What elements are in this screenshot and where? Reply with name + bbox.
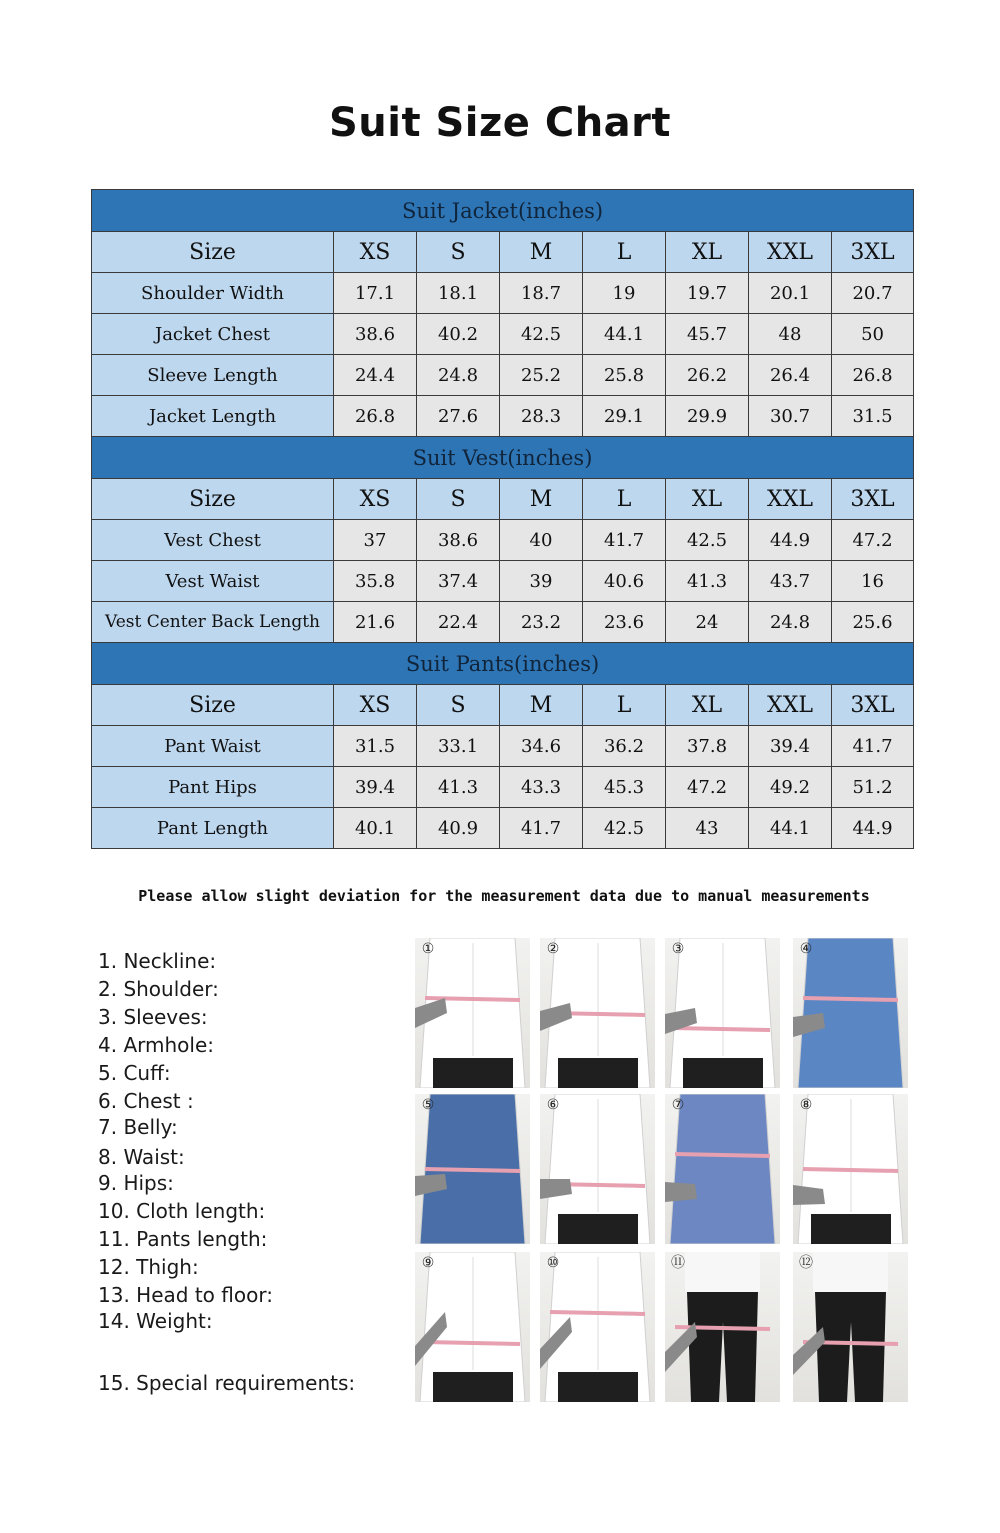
table-cell: 44.9 xyxy=(749,520,832,561)
table-cell: 31.5 xyxy=(334,726,417,767)
table-cell: 44.1 xyxy=(583,314,666,355)
table-cell: 48 xyxy=(749,314,832,355)
table-cell: 35.8 xyxy=(334,561,417,602)
row-label: Vest Center Back Length xyxy=(92,602,334,643)
measurement-photo xyxy=(665,1252,780,1402)
table-cell: 40.6 xyxy=(583,561,666,602)
section-row xyxy=(92,190,914,232)
person-figure-icon xyxy=(415,938,530,1088)
size-header-row xyxy=(92,479,914,520)
measurement-note: Please allow slight deviation for the measurement data due to manual measurements xyxy=(138,887,870,905)
table-cell: 40.9 xyxy=(417,808,500,849)
size-header-cell: XS xyxy=(334,685,417,726)
table-cell: 20.1 xyxy=(749,273,832,314)
person-figure-icon xyxy=(540,1252,655,1402)
photo-number-badge: ⑩ xyxy=(546,1255,560,1271)
table-cell: 18.1 xyxy=(417,273,500,314)
table-cell: 41.3 xyxy=(666,561,749,602)
person-figure-icon xyxy=(665,938,780,1088)
page-title: Suit Size Chart xyxy=(328,100,672,146)
measurement-photo xyxy=(415,938,530,1088)
size-header-label: Size xyxy=(92,479,334,520)
table-cell: 43.3 xyxy=(500,767,583,808)
photo-number-badge: ④ xyxy=(799,941,813,957)
size-header-label: Size xyxy=(92,232,334,273)
photo-number-badge: ② xyxy=(546,941,560,957)
photo-number-badge: ⑧ xyxy=(799,1097,813,1113)
size-header-cell: XS xyxy=(334,479,417,520)
photo-number-badge: ⑦ xyxy=(671,1097,685,1113)
measurement-step: 1. Neckline: xyxy=(98,949,217,973)
table-cell: 44.1 xyxy=(749,808,832,849)
table-cell: 27.6 xyxy=(417,396,500,437)
measurement-photo xyxy=(793,1252,908,1402)
section-row xyxy=(92,437,914,479)
table-cell: 37.8 xyxy=(666,726,749,767)
table-cell: 30.7 xyxy=(749,396,832,437)
person-figure-icon xyxy=(540,1094,655,1244)
measurement-step: 3. Sleeves: xyxy=(98,1005,208,1029)
table-cell: 51.2 xyxy=(832,767,914,808)
table-cell: 26.8 xyxy=(334,396,417,437)
size-header-cell: L xyxy=(583,479,666,520)
photo-number-badge: ⑨ xyxy=(421,1255,435,1271)
size-header-cell: 3XL xyxy=(832,232,914,273)
size-header-cell: XL xyxy=(666,685,749,726)
measurement-step: 8. Waist: xyxy=(98,1145,185,1169)
measurement-step: 9. Hips: xyxy=(98,1171,174,1195)
table-cell: 24.8 xyxy=(417,355,500,396)
size-header-cell: S xyxy=(417,685,500,726)
table-cell: 50 xyxy=(832,314,914,355)
size-header-row xyxy=(92,685,914,726)
size-header-row xyxy=(92,232,914,273)
table-cell: 39 xyxy=(500,561,583,602)
row-label: Pant Waist xyxy=(92,726,334,767)
photo-number-badge: ⑫ xyxy=(799,1255,813,1271)
table-cell: 17.1 xyxy=(334,273,417,314)
table-cell: 20.7 xyxy=(832,273,914,314)
table-cell: 47.2 xyxy=(832,520,914,561)
table-cell: 34.6 xyxy=(500,726,583,767)
table-row xyxy=(92,561,914,602)
table-row xyxy=(92,314,914,355)
measurement-step: 2. Shoulder: xyxy=(98,977,219,1001)
measurement-step: 4. Armhole: xyxy=(98,1033,214,1057)
table-cell: 23.2 xyxy=(500,602,583,643)
table-cell: 18.7 xyxy=(500,273,583,314)
table-cell: 40.2 xyxy=(417,314,500,355)
row-label: Pant Length xyxy=(92,808,334,849)
size-chart-table xyxy=(91,189,914,849)
table-cell: 26.4 xyxy=(749,355,832,396)
measurement-photo xyxy=(665,1094,780,1244)
size-header-cell: XL xyxy=(666,479,749,520)
table-cell: 44.9 xyxy=(832,808,914,849)
size-header-cell: S xyxy=(417,479,500,520)
table-cell: 38.6 xyxy=(417,520,500,561)
row-label: Jacket Chest xyxy=(92,314,334,355)
table-cell: 36.2 xyxy=(583,726,666,767)
table-cell: 41.3 xyxy=(417,767,500,808)
table-cell: 43 xyxy=(666,808,749,849)
row-label: Vest Chest xyxy=(92,520,334,561)
measurement-photo xyxy=(793,938,908,1088)
measurement-step: 6. Chest : xyxy=(98,1089,194,1113)
table-cell: 26.8 xyxy=(832,355,914,396)
person-figure-icon xyxy=(793,1252,908,1402)
person-figure-icon xyxy=(665,1252,780,1402)
table-cell: 37.4 xyxy=(417,561,500,602)
row-label: Vest Waist xyxy=(92,561,334,602)
table-cell: 28.3 xyxy=(500,396,583,437)
photo-number-badge: ⑤ xyxy=(421,1097,435,1113)
measurement-photo xyxy=(540,1252,655,1402)
measurement-photo xyxy=(665,938,780,1088)
size-header-cell: 3XL xyxy=(832,479,914,520)
table-cell: 16 xyxy=(832,561,914,602)
table-cell: 41.7 xyxy=(500,808,583,849)
table-cell: 23.6 xyxy=(583,602,666,643)
size-header-cell: M xyxy=(500,685,583,726)
table-cell: 40.1 xyxy=(334,808,417,849)
table-cell: 49.2 xyxy=(749,767,832,808)
table-cell: 42.5 xyxy=(583,808,666,849)
table-cell: 45.7 xyxy=(666,314,749,355)
section-title: Suit Vest(inches) xyxy=(92,437,914,479)
row-label: Jacket Length xyxy=(92,396,334,437)
person-figure-icon xyxy=(793,938,908,1088)
measurement-photo xyxy=(540,1094,655,1244)
table-cell: 41.7 xyxy=(832,726,914,767)
table-cell: 31.5 xyxy=(832,396,914,437)
section-title: Suit Pants(inches) xyxy=(92,643,914,685)
measurement-step: 11. Pants length: xyxy=(98,1227,268,1251)
measurement-photo xyxy=(415,1252,530,1402)
section-row xyxy=(92,643,914,685)
table-cell: 39.4 xyxy=(749,726,832,767)
table-row xyxy=(92,767,914,808)
measurement-step: 14. Weight: xyxy=(98,1309,213,1333)
measurement-step: 5. Cuff: xyxy=(98,1061,171,1085)
measurement-step: 15. Special requirements: xyxy=(98,1371,356,1395)
table-row xyxy=(92,396,914,437)
table-cell: 39.4 xyxy=(334,767,417,808)
size-header-cell: XXL xyxy=(749,685,832,726)
size-header-cell: M xyxy=(500,479,583,520)
table-cell: 37 xyxy=(334,520,417,561)
measurement-step: 10. Cloth length: xyxy=(98,1199,266,1223)
table-cell: 26.2 xyxy=(666,355,749,396)
size-header-cell: XL xyxy=(666,232,749,273)
table-cell: 33.1 xyxy=(417,726,500,767)
table-row xyxy=(92,273,914,314)
table-row xyxy=(92,808,914,849)
table-cell: 38.6 xyxy=(334,314,417,355)
table-cell: 19 xyxy=(583,273,666,314)
table-cell: 25.2 xyxy=(500,355,583,396)
table-cell: 45.3 xyxy=(583,767,666,808)
table-cell: 19.7 xyxy=(666,273,749,314)
table-cell: 25.6 xyxy=(832,602,914,643)
person-figure-icon xyxy=(665,1094,780,1244)
table-cell: 43.7 xyxy=(749,561,832,602)
photo-number-badge: ⑪ xyxy=(671,1255,685,1271)
size-header-label: Size xyxy=(92,685,334,726)
table-cell: 24.8 xyxy=(749,602,832,643)
measurement-step: 7. Belly: xyxy=(98,1115,178,1139)
table-cell: 29.1 xyxy=(583,396,666,437)
measurement-photo xyxy=(540,938,655,1088)
measurement-photo xyxy=(415,1094,530,1244)
measurement-step: 12. Thigh: xyxy=(98,1255,199,1279)
table-cell: 25.8 xyxy=(583,355,666,396)
row-label: Pant Hips xyxy=(92,767,334,808)
size-header-cell: L xyxy=(583,232,666,273)
table-row xyxy=(92,726,914,767)
table-cell: 40 xyxy=(500,520,583,561)
section-title: Suit Jacket(inches) xyxy=(92,190,914,232)
table-cell: 42.5 xyxy=(500,314,583,355)
table-row xyxy=(92,520,914,561)
table-cell: 24.4 xyxy=(334,355,417,396)
size-header-cell: 3XL xyxy=(832,685,914,726)
person-figure-icon xyxy=(415,1252,530,1402)
table-row xyxy=(92,355,914,396)
table-cell: 24 xyxy=(666,602,749,643)
row-label: Sleeve Length xyxy=(92,355,334,396)
measurement-photo-grid xyxy=(410,934,920,1412)
table-row xyxy=(92,602,914,643)
measurement-photo xyxy=(793,1094,908,1244)
size-header-cell: M xyxy=(500,232,583,273)
photo-number-badge: ① xyxy=(421,941,435,957)
person-figure-icon xyxy=(540,938,655,1088)
row-label: Shoulder Width xyxy=(92,273,334,314)
table-cell: 42.5 xyxy=(666,520,749,561)
table-cell: 41.7 xyxy=(583,520,666,561)
measurement-step: 13. Head to floor: xyxy=(98,1283,273,1307)
photo-number-badge: ⑥ xyxy=(546,1097,560,1113)
photo-number-badge: ③ xyxy=(671,941,685,957)
table-cell: 29.9 xyxy=(666,396,749,437)
table-cell: 21.6 xyxy=(334,602,417,643)
size-header-cell: XS xyxy=(334,232,417,273)
person-figure-icon xyxy=(415,1094,530,1244)
size-header-cell: S xyxy=(417,232,500,273)
size-header-cell: XXL xyxy=(749,479,832,520)
size-header-cell: XXL xyxy=(749,232,832,273)
table-cell: 47.2 xyxy=(666,767,749,808)
size-header-cell: L xyxy=(583,685,666,726)
table-cell: 22.4 xyxy=(417,602,500,643)
person-figure-icon xyxy=(793,1094,908,1244)
